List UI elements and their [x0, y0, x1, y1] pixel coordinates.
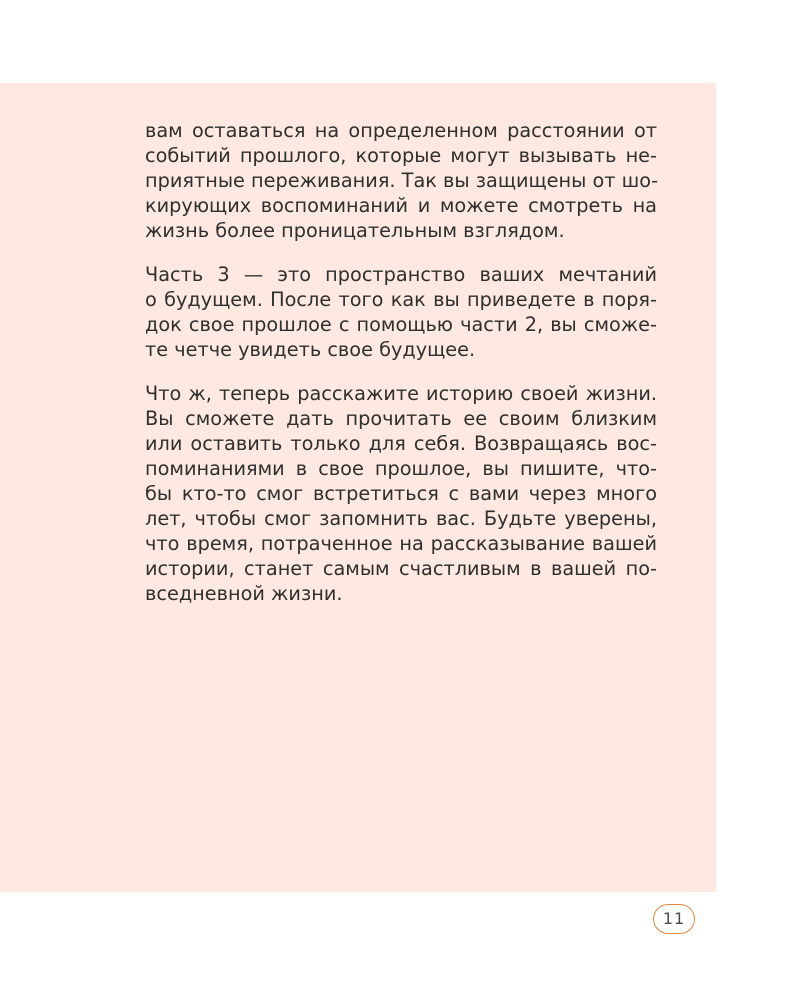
page-number-badge: 11: [653, 904, 695, 934]
text-line: Часть 3 — это пространство ваших мечтаний: [145, 263, 657, 286]
text-line: о будущем. После того как вы приведете в поря-: [145, 288, 657, 311]
text-line: событий прошлого, которые могут вызывать не-: [145, 144, 657, 167]
paragraph-1: [145, 118, 657, 243]
text-line: лет, чтобы смог запомнить вас. Будьте уверены,: [145, 507, 657, 530]
text-line: приятные переживания. Так вы защищены от шо-: [145, 169, 659, 192]
paragraph-2: [145, 262, 657, 362]
text-line: поминаниями в свое прошлое, вы пишите, что-: [145, 457, 657, 480]
text-line: истории, станет самым счастливым в вашей по-: [145, 557, 657, 580]
text-line: жизнь более проницательным взглядом.: [145, 219, 565, 242]
text-line: бы кто-то смог встретиться с вами через много: [145, 482, 657, 505]
text-line: вседневной жизни.: [145, 582, 343, 605]
text-line: те четче увидеть свое будущее.: [145, 338, 476, 361]
text-line: кирующих воспоминаний и можете смотреть на: [145, 194, 657, 217]
text-line: или оставить только для себя. Возвращаясь вос-: [145, 432, 657, 455]
text-line: что время, потраченное на рассказывание вашей: [145, 532, 657, 555]
text-line: Вы сможете дать прочитать ее своим близким: [145, 407, 657, 430]
text-line: док свое прошлое с помощью части 2, вы сможе-: [145, 313, 657, 336]
paragraph-3: [145, 381, 657, 606]
text-line: Что ж, теперь расскажите историю своей жизни.: [145, 382, 657, 405]
text-line: вам оставаться на определенном расстоянии от: [145, 119, 657, 142]
body-text: [145, 118, 657, 625]
